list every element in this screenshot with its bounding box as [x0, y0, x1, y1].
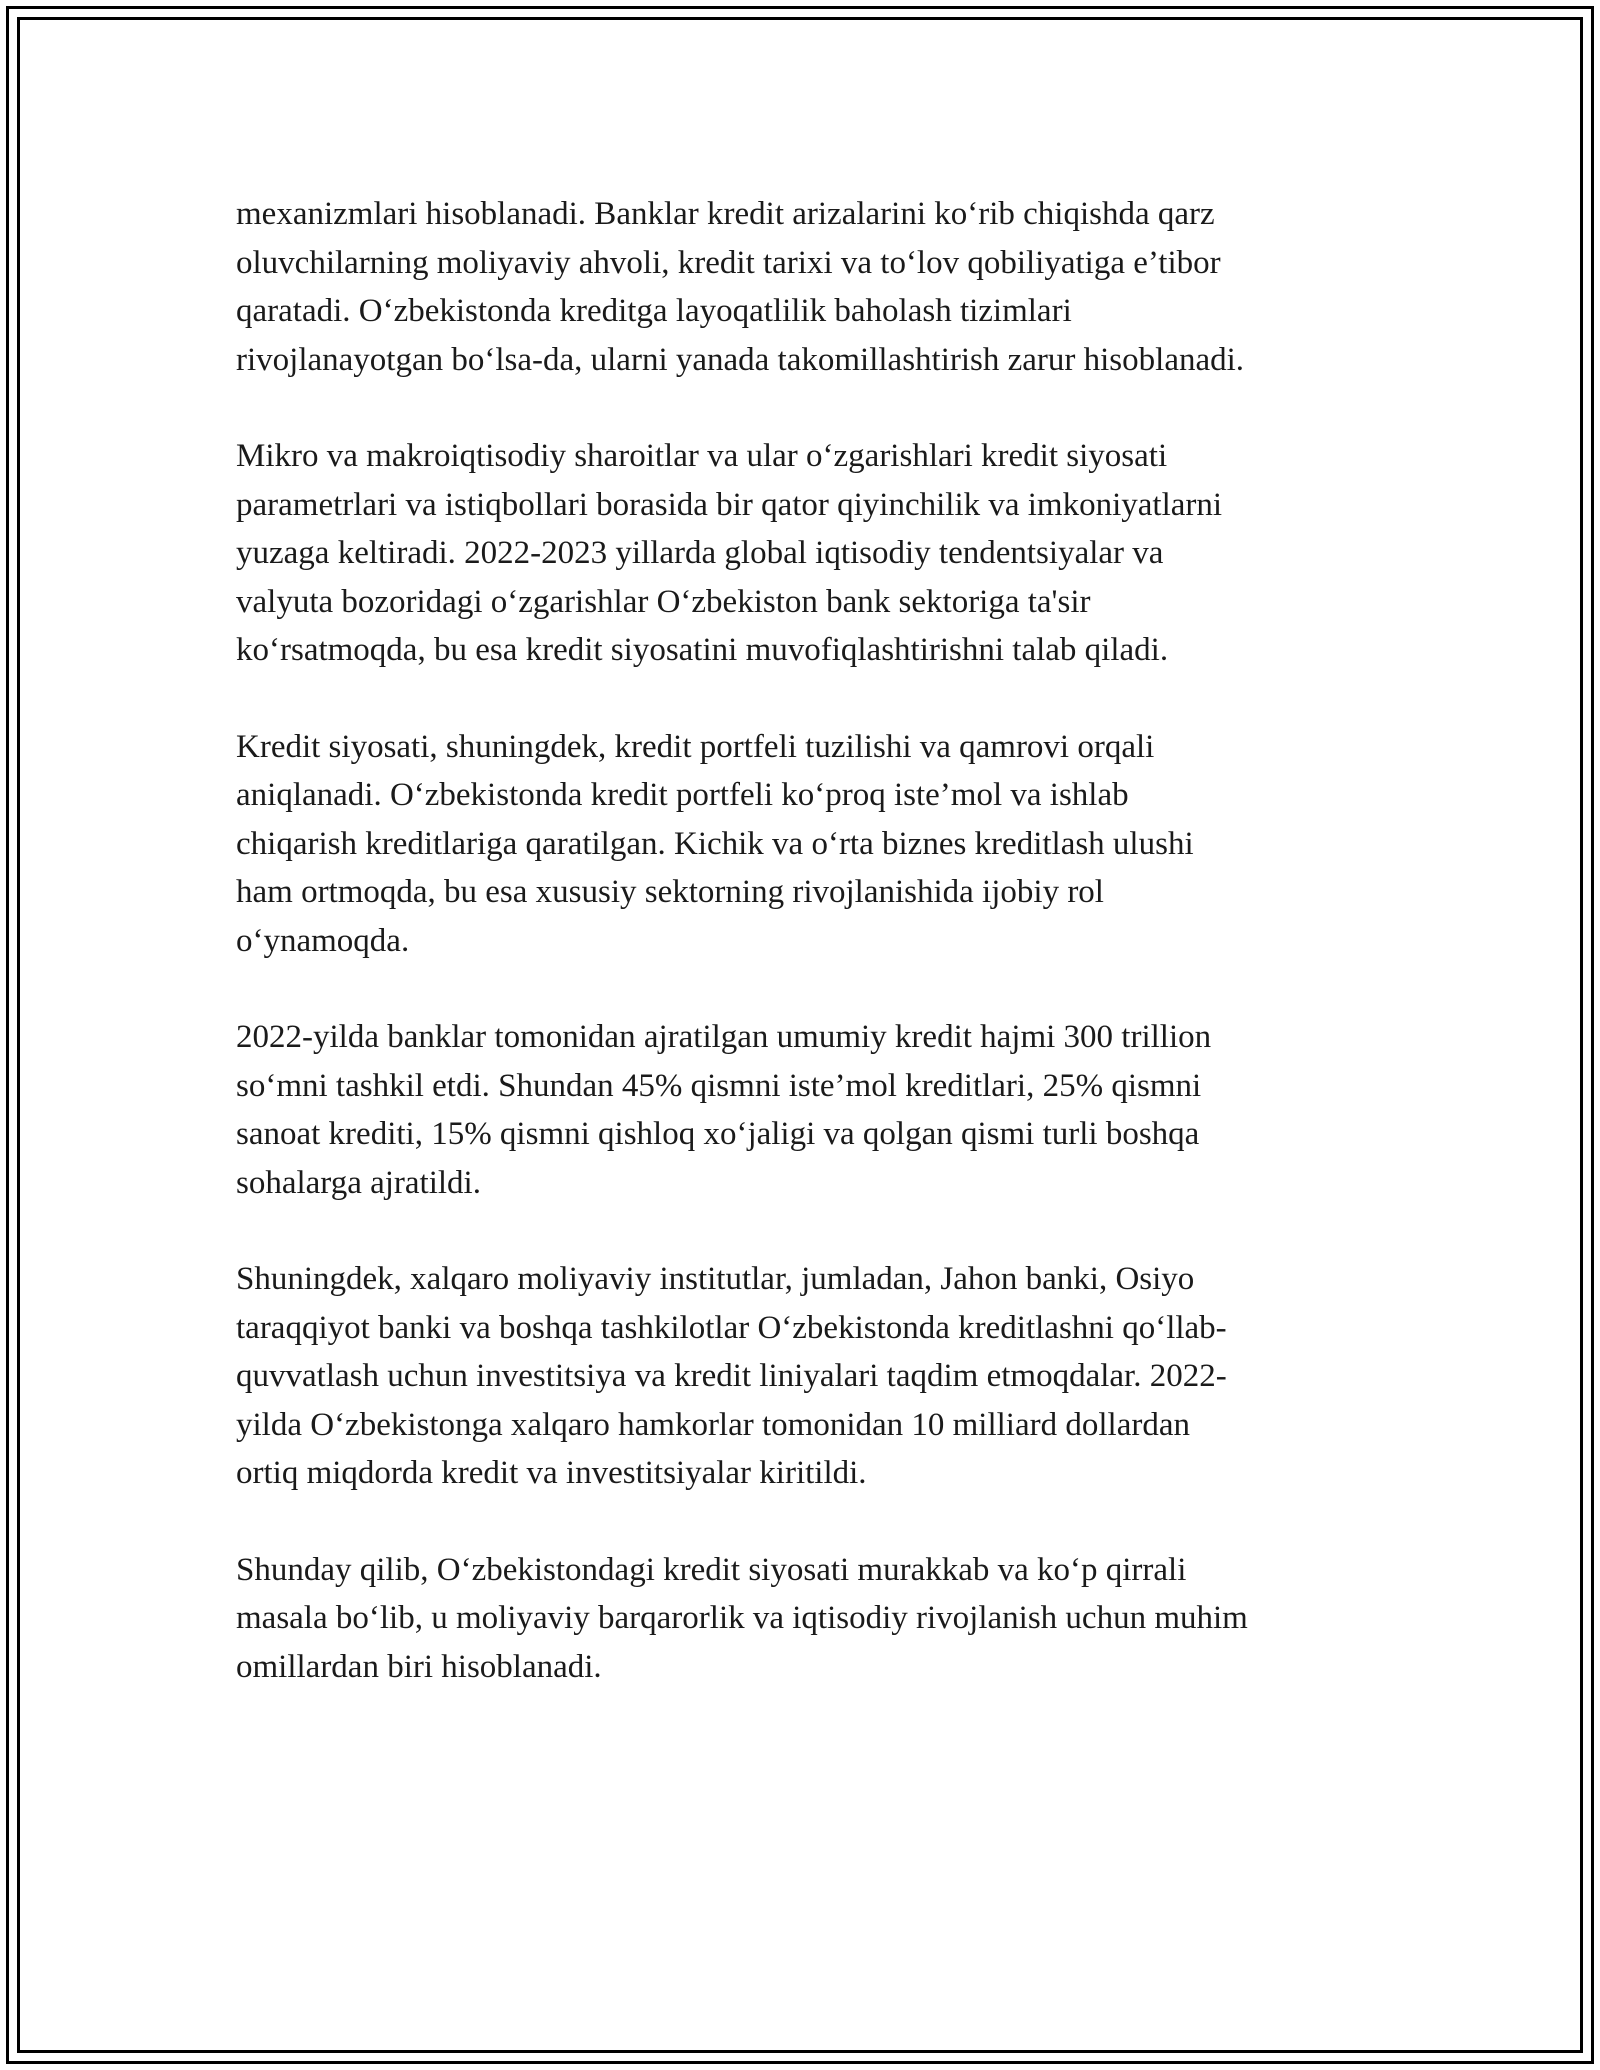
paragraph-3: [236, 723, 1376, 966]
text-line: chiqarish kreditlariga qaratilgan. Kichik va o‘rta biznes kreditlash ulushi: [236, 825, 1194, 862]
text-line: ortiq miqdorda kredit va investitsiyalar kiritildi.: [236, 1455, 867, 1491]
text-line: mexanizmlari hisoblanadi. Banklar kredit arizalarini ko‘rib chiqishda qarz: [236, 196, 1215, 232]
text-line: sohalarga ajratildi.: [236, 1164, 481, 1201]
text-line: Shunday qilib, O‘zbekistondagi kredit siyosati murakkab va ko‘p qirrali: [236, 1551, 1187, 1588]
text-line: quvvatlash uchun investitsiya va kredit liniyalari taqdim etmoqdalar. 2022-: [236, 1358, 1227, 1394]
text-line: yilda O‘zbekistonga xalqaro hamkorlar tomonidan 10 milliard dollardan: [236, 1406, 1190, 1443]
paragraph-5: [236, 1255, 1376, 1498]
text-line: sanoat krediti, 15% qismni qishloq xo‘jaligi va qolgan qismi turli boshqa: [236, 1116, 1200, 1152]
paragraph-6: [236, 1546, 1376, 1692]
text-line: o‘ynamoqda.: [236, 922, 410, 959]
text-line: Shuningdek, xalqaro moliyaviy institutlar, jumladan, Jahon banki, Osiyo: [236, 1261, 1195, 1297]
text-line: 2022-yilda banklar tomonidan ajratilgan umumiy kredit hajmi 300 trillion: [236, 1019, 1212, 1055]
text-line: Mikro va makroiqtisodiy sharoitlar va ular o‘zgarishlari kredit siyosati: [236, 438, 1168, 474]
paragraph-1: [236, 190, 1376, 384]
paragraph-4: [236, 1013, 1376, 1207]
text-line: ham ortmoqda, bu esa xususiy sektorning rivojlanishida ijobiy rol: [236, 874, 1104, 910]
text-line: yuzaga keltiradi. 2022-2023 yillarda global iqtisodiy tendentsiyalar va: [236, 535, 1164, 571]
text-line: taraqqiyot banki va boshqa tashkilotlar O‘zbekistonda kreditlashni qo‘llab-: [236, 1309, 1227, 1346]
text-line: so‘mni tashkil etdi. Shundan 45% qismni iste’mol kreditlari, 25% qismni: [236, 1067, 1202, 1104]
text-line: qaratadi. O‘zbekistonda kreditga layoqatlilik baholash tizimlari: [236, 293, 1072, 329]
text-line: Kredit siyosati, shuningdek, kredit portfeli tuzilishi va qamrovi orqali: [236, 728, 1155, 765]
text-line: oluvchilarning moliyaviy ahvoli, kredit tarixi va to‘lov qobiliyatiga e’tibor: [236, 244, 1221, 281]
text-line: omillardan biri hisoblanadi.: [236, 1648, 602, 1685]
text-line: valyuta bozoridagi o‘zgarishlar O‘zbekiston bank sektoriga ta'sir: [236, 583, 1091, 620]
text-line: ko‘rsatmoqda, bu esa kredit siyosatini muvofiqlashtirishni talab qiladi.: [236, 632, 1169, 668]
text-line: parametrlari va istiqbollari borasida bir qator qiyinchilik va imkoniyatlarni: [236, 486, 1223, 523]
document-body: [236, 190, 1376, 1739]
text-line: masala bo‘lib, u moliyaviy barqarorlik va iqtisodiy rivojlanish uchun muhim: [236, 1600, 1248, 1636]
text-line: aniqlanadi. O‘zbekistonda kredit portfeli ko‘proq iste’mol va ishlab: [236, 777, 1129, 813]
paragraph-2: [236, 432, 1376, 675]
text-line: rivojlanayotgan bo‘lsa-da, ularni yanada takomillashtirish zarur hisoblanadi.: [236, 341, 1245, 378]
